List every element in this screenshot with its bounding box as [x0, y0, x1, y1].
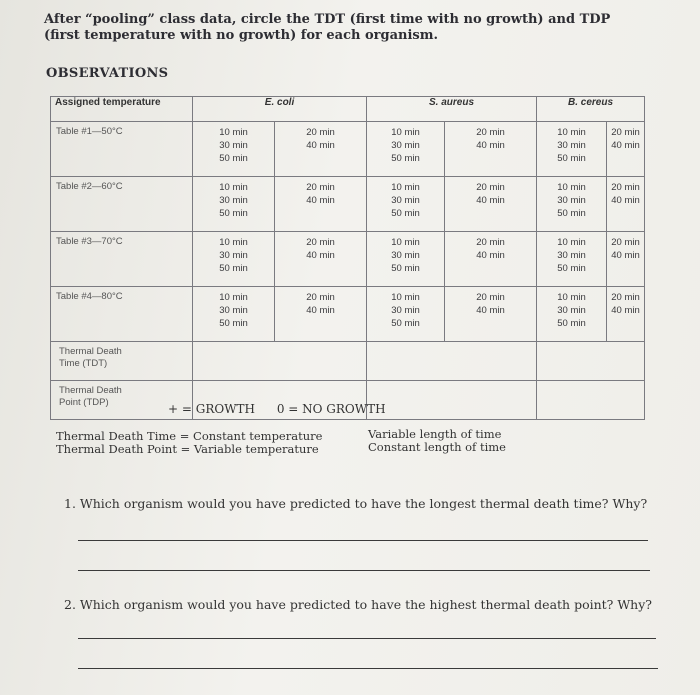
answer-line-1b[interactable] — [78, 570, 650, 571]
time-value: 40 min — [611, 250, 640, 261]
time-value: 20 min — [306, 127, 335, 138]
table-row — [51, 177, 645, 232]
time-value: 50 min — [557, 263, 586, 274]
time-value: 20 min — [611, 127, 640, 138]
time-value: 50 min — [391, 318, 420, 329]
row-label: Table #3—70°C — [51, 232, 193, 287]
time-value: 40 min — [306, 305, 335, 316]
time-value: 50 min — [391, 208, 420, 219]
time-value: 30 min — [391, 195, 420, 206]
time-value: 30 min — [219, 250, 248, 261]
times-odd-cell[interactable] — [367, 177, 445, 232]
time-value: 10 min — [557, 237, 586, 248]
time-value: 30 min — [219, 195, 248, 206]
time-value: 10 min — [391, 237, 420, 248]
time-value: 30 min — [557, 195, 586, 206]
times-odd-cell[interactable] — [537, 287, 607, 342]
answer-line-1a[interactable] — [78, 540, 648, 541]
times-even-cell[interactable] — [607, 287, 645, 342]
table-row — [51, 122, 645, 177]
definition-constant-time: Constant length of time — [368, 440, 506, 454]
times-even-cell[interactable] — [445, 232, 537, 287]
time-value: 10 min — [391, 182, 420, 193]
definitions-right — [368, 428, 506, 454]
time-value: 10 min — [391, 292, 420, 303]
summary-answer-cell[interactable] — [537, 342, 645, 381]
time-value: 20 min — [611, 292, 640, 303]
time-value: 10 min — [557, 292, 586, 303]
time-value: 30 min — [557, 250, 586, 261]
times-even-cell[interactable] — [445, 287, 537, 342]
time-value: 40 min — [476, 250, 505, 261]
time-value: 50 min — [557, 153, 586, 164]
definition-tdp: Thermal Death Point = Variable temperature — [56, 442, 319, 456]
time-value: 40 min — [476, 195, 505, 206]
time-value: 50 min — [557, 318, 586, 329]
time-value: 50 min — [391, 153, 420, 164]
row-label: Table #4—80°C — [51, 287, 193, 342]
time-value: 50 min — [391, 263, 420, 274]
time-value: 50 min — [219, 263, 248, 274]
time-value: 10 min — [219, 292, 248, 303]
time-value: 50 min — [219, 208, 248, 219]
times-odd-cell[interactable] — [537, 177, 607, 232]
time-value: 20 min — [306, 292, 335, 303]
time-value: 40 min — [476, 305, 505, 316]
times-odd-cell[interactable] — [537, 232, 607, 287]
time-value: 20 min — [476, 292, 505, 303]
times-odd-cell[interactable] — [193, 122, 275, 177]
time-value: 20 min — [306, 237, 335, 248]
times-odd-cell[interactable] — [537, 122, 607, 177]
time-value: 10 min — [391, 127, 420, 138]
times-odd-cell[interactable] — [193, 232, 275, 287]
summary-label-line2: Point (TDP) — [59, 397, 109, 408]
times-even-cell[interactable] — [607, 177, 645, 232]
table-row — [51, 232, 645, 287]
time-value: 30 min — [219, 140, 248, 151]
summary-label-line1: Thermal Death — [59, 385, 122, 396]
times-odd-cell[interactable] — [367, 287, 445, 342]
answer-line-2b[interactable] — [78, 668, 658, 669]
time-value: 10 min — [219, 237, 248, 248]
time-value: 30 min — [557, 305, 586, 316]
times-even-cell[interactable] — [607, 232, 645, 287]
time-value: 40 min — [306, 195, 335, 206]
time-value: 20 min — [611, 182, 640, 193]
row-label: Table #2—60°C — [51, 177, 193, 232]
times-odd-cell[interactable] — [193, 177, 275, 232]
time-value: 50 min — [557, 208, 586, 219]
row-label: Table #1—50°C — [51, 122, 193, 177]
times-even-cell[interactable] — [275, 287, 367, 342]
header-e-coli: E. coli — [193, 97, 367, 122]
tdt-row — [51, 342, 645, 381]
time-value: 20 min — [476, 182, 505, 193]
time-value: 30 min — [557, 140, 586, 151]
time-value: 20 min — [476, 127, 505, 138]
time-value: 30 min — [219, 305, 248, 316]
definition-tdt: Thermal Death Time = Constant temperature — [56, 429, 323, 443]
table-row — [51, 287, 645, 342]
times-odd-cell[interactable] — [367, 122, 445, 177]
times-even-cell[interactable] — [607, 122, 645, 177]
time-value: 20 min — [306, 182, 335, 193]
summary-label-line1: Thermal Death — [59, 346, 122, 357]
answer-line-2a[interactable] — [78, 638, 656, 639]
header-assigned-temperature: Assigned temperature — [51, 97, 193, 122]
times-odd-cell[interactable] — [193, 287, 275, 342]
time-value: 40 min — [611, 195, 640, 206]
legend-no-growth: 0 = NO GROWTH — [276, 402, 386, 416]
time-value: 10 min — [219, 127, 248, 138]
times-even-cell[interactable] — [445, 122, 537, 177]
observations-table — [50, 96, 645, 420]
times-even-cell[interactable] — [275, 232, 367, 287]
question-2: 2. Which organism would you have predicted to have the highest thermal death point? Why? — [64, 597, 653, 612]
summary-answer-cell[interactable] — [367, 342, 537, 381]
summary-row-label — [51, 342, 193, 381]
time-value: 30 min — [391, 250, 420, 261]
time-value: 40 min — [611, 305, 640, 316]
summary-answer-cell[interactable] — [537, 381, 645, 420]
times-even-cell[interactable] — [275, 122, 367, 177]
time-value: 10 min — [557, 127, 586, 138]
time-value: 40 min — [306, 140, 335, 151]
time-value: 30 min — [391, 305, 420, 316]
instructions-text: After “pooling” class data, circle the TDT (first time with no growth) and TDP (first temperature with no growth) for each organism. — [44, 12, 611, 43]
header-b-cereus: B. cereus — [537, 97, 645, 122]
growth-legend — [168, 402, 404, 416]
time-value: 10 min — [557, 182, 586, 193]
observations-title: OBSERVATIONS — [46, 66, 169, 81]
time-value: 50 min — [219, 153, 248, 164]
legend-growth: + = GROWTH — [168, 402, 255, 416]
summary-label-line2: Time (TDT) — [59, 358, 108, 369]
time-value: 20 min — [476, 237, 505, 248]
header-s-aureus: S. aureus — [367, 97, 537, 122]
question-1: 1. Which organism would you have predicted to have the longest thermal death time? Why? — [64, 496, 648, 511]
time-value: 20 min — [611, 237, 640, 248]
time-value: 10 min — [219, 182, 248, 193]
times-even-cell[interactable] — [445, 177, 537, 232]
time-value: 40 min — [476, 140, 505, 151]
summary-answer-cell[interactable] — [193, 342, 367, 381]
time-value: 40 min — [306, 250, 335, 261]
time-value: 40 min — [611, 140, 640, 151]
time-value: 50 min — [219, 318, 248, 329]
definitions-left — [56, 430, 322, 456]
times-odd-cell[interactable] — [367, 232, 445, 287]
times-even-cell[interactable] — [275, 177, 367, 232]
time-value: 30 min — [391, 140, 420, 151]
definition-variable-time: Variable length of time — [368, 427, 502, 441]
table-header-row — [51, 97, 645, 122]
